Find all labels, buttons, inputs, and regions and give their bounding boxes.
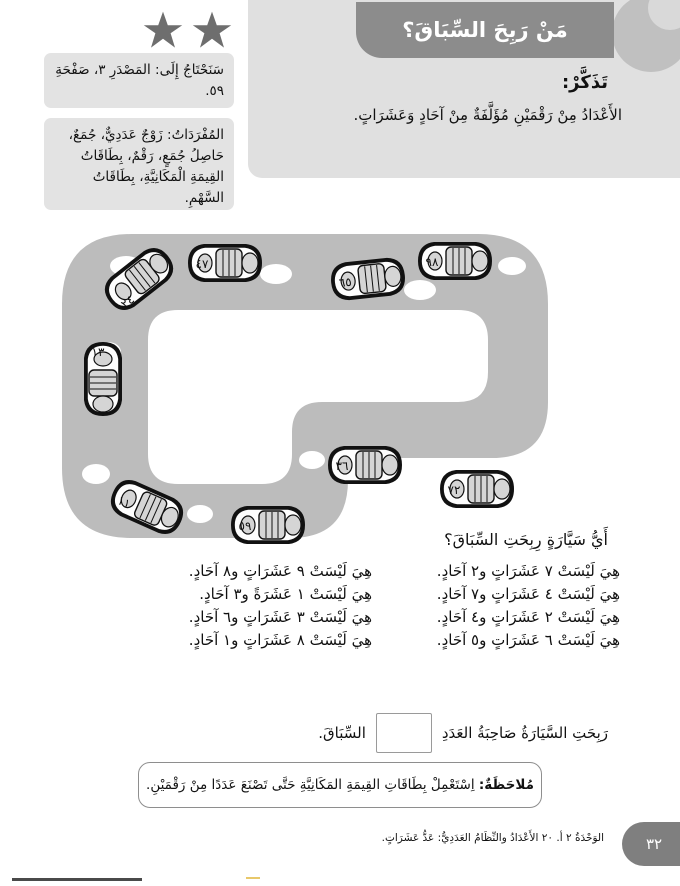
clue-row: [120, 608, 620, 626]
bottom-rule: [12, 878, 142, 881]
clue-text: هِيَ لَيْسَتْ ٨ عَشَرَاتٍ و١ آحَادٍ.: [188, 631, 372, 649]
car-65: [323, 250, 414, 309]
car-number: ٧٢: [447, 483, 461, 497]
car-number: ٤٧: [195, 257, 209, 271]
remember-body: الأَعْدَادُ مِنْ رَقْمَيْنِ مُؤَلَّفَةٌ مِنْ آحَادٍ وَعَشَرَاتٍ.: [353, 106, 622, 124]
question-prompt: أَيُّ سَيَّارَةٍ رِبِحَتِ السِّبَاقَ؟: [444, 530, 608, 549]
car-number: ٢٤: [118, 292, 138, 312]
clue-text: هِيَ لَيْسَتْ ٧ عَشَرَاتٍ و٢ آحَادٍ.: [436, 562, 620, 580]
car-72: [434, 464, 520, 514]
clue-text: هِيَ لَيْسَتْ ٢ عَشَرَاتٍ و٤ آحَادٍ.: [436, 608, 620, 626]
clue-text: هِيَ لَيْسَتْ ٦ عَشَرَاتٍ و٥ آحَادٍ.: [436, 631, 620, 649]
answer-input-box[interactable]: [376, 713, 432, 753]
vocabulary-box: المُفْرَدَاتُ: زَوْجٌ عَدَدِيٌّ، جُمَعٌ، حَاصِلُ جُمَعٍ، رَقْمٌ، بِطَاقَاتُ القِيمَةِ الْمَكَانِيَّةِ، بِطَاقَاتُ السَّهْمِ.: [44, 118, 234, 210]
clue-text: هِيَ لَيْسَتْ ١ عَشَرَةً و٣ آحَادٍ.: [199, 585, 372, 603]
car-number: ٦٥: [338, 274, 353, 291]
bottom-mark: [246, 877, 260, 879]
star-icon: [191, 10, 233, 50]
page-number: ٣٢: [645, 835, 663, 853]
materials-box: سَنَحْتَاجُ إِلَى: المَصْدَرِ ٣، صَفْحَةِ ٥٩.: [44, 53, 234, 108]
car-98: [412, 236, 498, 286]
page-number-badge: [622, 822, 680, 866]
note-text: [146, 777, 534, 793]
clue-list: [120, 562, 620, 654]
car-number: ٣٦: [335, 459, 349, 473]
note-label: مُلاحَظَةٌ:: [478, 777, 534, 793]
car-13: [78, 336, 128, 422]
clue-text: هِيَ لَيْسَتْ ٩ عَشَرَاتٍ و٨ آحَادٍ.: [188, 562, 372, 580]
car-47: [182, 238, 268, 288]
car-number: ٩٨: [425, 255, 439, 269]
car-number: ٥٩: [238, 519, 252, 533]
remember-label: تَذَكَّرْ:: [561, 72, 608, 93]
racetrack-illustration: [60, 232, 550, 542]
car-36: [322, 440, 408, 490]
note-body: اِسْتَعْمِلْ بِطَاقَاتِ القِيمَةِ المَكَانِيَّةِ حَتَّى تَصْنَعَ عَدَدًا مِنْ رَقْمَيْنِ.: [146, 777, 479, 793]
clue-row: [120, 631, 620, 649]
clue-row: [120, 562, 620, 580]
footer-caption: الوَحْدَةُ ٢ أ. ٢٠ الأَعْدَادُ والنِّظَامُ العَدَدِيُّ: عَدُّ عَشَرَاتٍ.: [381, 832, 604, 844]
difficulty-stars: [142, 10, 233, 50]
answer-row: [148, 712, 608, 754]
clue-row: [120, 585, 620, 603]
car-number: ١١: [115, 493, 133, 512]
star-icon: [142, 10, 184, 50]
car-number: ١٣: [91, 345, 105, 359]
lesson-title-bar: [356, 2, 614, 58]
car-59: [225, 500, 311, 550]
note-box: [138, 762, 542, 808]
answer-suffix: السِّبَاقَ.: [318, 724, 366, 742]
answer-prefix: رَبِحَتِ السَّيَارَةُ صَاحِبَةُ العَدَدِ: [441, 724, 608, 742]
clue-text: هِيَ لَيْسَتْ ٤ عَشَرَاتٍ و٧ آحَادٍ.: [436, 585, 620, 603]
clue-text: هِيَ لَيْسَتْ ٣ عَشَرَاتٍ و٦ آحَادٍ.: [188, 608, 372, 626]
page-title: مَنْ رَبِحَ السِّبَاقَ؟: [402, 18, 568, 42]
